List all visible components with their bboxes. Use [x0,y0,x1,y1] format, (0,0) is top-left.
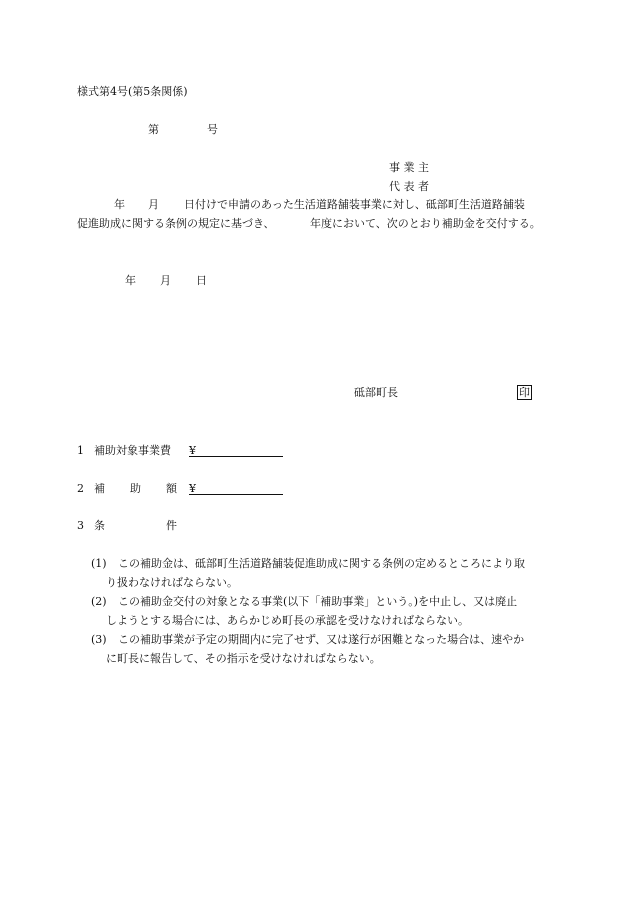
condition-3-line1: この補助事業が予定の期間内に完了せず、又は遂行が困難となった場合は、速やか [118,633,525,646]
body-year: 年 [114,198,125,211]
condition-3-line2: に町長に報告して、その指示を受けなければならない。 [106,652,381,665]
item-2-label-b: 助 [130,482,141,495]
item-1-currency: ¥ [189,444,196,457]
item-2-label-a: 補 [94,482,105,495]
item-1-amount-line [189,456,283,457]
item-2-amount-line [189,494,283,495]
representative-label: 代 表 者 [389,180,429,193]
condition-2-line1: この補助金交付の対象となる事業(以下「補助事業」という。)を中止し、又は廃止 [118,595,518,608]
date-year: 年 [125,274,136,287]
business-owner-label: 事 業 主 [389,161,429,174]
body-month: 月 [148,198,159,211]
condition-1-line2: り扱わなければならない。 [106,576,238,589]
condition-3-number: (3) [91,633,107,646]
body-line2-start: 促進助成に関する条例の規定に基づき、 [77,217,275,230]
item-2-number: 2 [77,482,84,495]
item-2-currency: ¥ [189,482,196,495]
doc-number-suffix: 号 [207,123,218,136]
item-1-number: 1 [77,444,84,457]
item-3-number: 3 [77,519,84,532]
seal-mark: 印 [519,386,530,399]
date-month: 月 [160,274,171,287]
doc-number-prefix: 第 [148,123,159,136]
body-line1-text: 日付けで申請のあった生活道路舗装事業に対し、砥部町生活道路舗装 [184,198,525,211]
item-1-label: 補助対象事業費 [94,444,171,457]
condition-2-number: (2) [91,595,107,608]
form-label: 様式第4号(第5条関係) [77,85,188,98]
body-line2-end: 年度において、次のとおり補助金を交付する。 [310,217,541,230]
date-day: 日 [196,274,207,287]
condition-1-line1: この補助金は、砥部町生活道路舗装促進助成に関する条例の定めるところにより取 [118,557,525,570]
item-2-label-c: 額 [166,482,177,495]
condition-2-line2: しようとする場合には、あらかじめ町長の承認を受けなければならない。 [106,614,469,627]
issuer-name: 砥部町長 [354,386,398,399]
condition-1-number: (1) [91,557,107,570]
item-3-label-b: 件 [166,519,177,532]
item-3-label-a: 条 [94,519,105,532]
